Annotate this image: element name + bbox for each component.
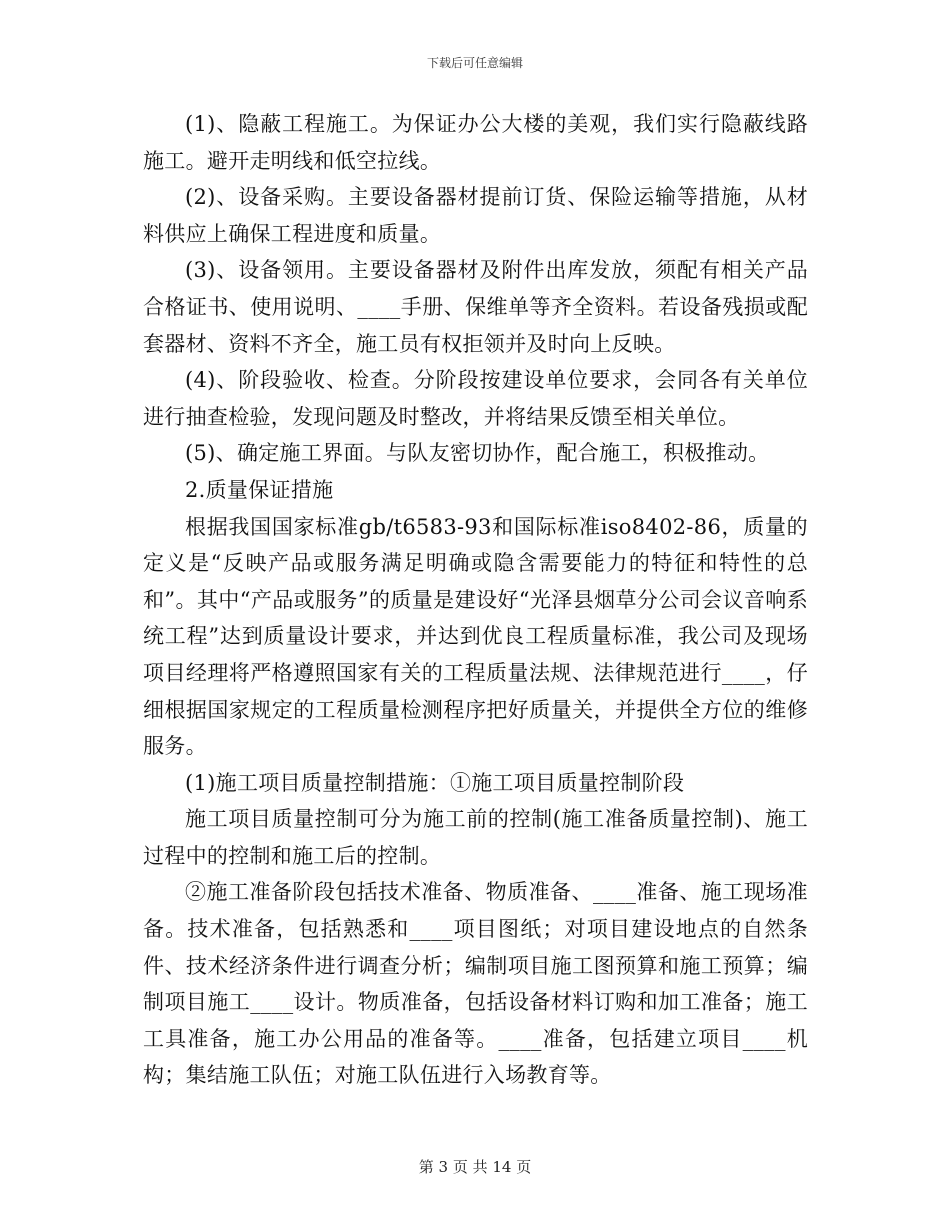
paragraph-stage-inspection: (4)、阶段验收、检查。分阶段按建设单位要求，会同各有关单位进行抽查检验，发现问题及时整改，并将结果反馈至相关单位。 bbox=[143, 368, 808, 429]
paragraph-construction-interface: (5)、确定施工界面。与队友密切协作，配合施工，积极推动。 bbox=[185, 441, 770, 466]
paragraph-preparation-stage: ②施工准备阶段包括技术准备、物质准备、____准备、施工现场准备。技术准备，包括熟悉和____项目图纸；对项目建设地点的自然条件、技术经济条件进行调查分析；编制项目施工图预算和施工预算；编制项目施工____设计。物质准备，包括设备材料订购和加工准备；施工工具准备，施工办公用品的准备等。____准备，包括建立项目____机构；集结施工队伍；对施工队伍进行入场教育等。 bbox=[143, 880, 808, 1088]
paragraph-equipment-issue: (3)、设备领用。主要设备器材及附件出库发放，须配有相关产品合格证书、使用说明、____手册、保维单等齐全资料。若设备残损或配套器材、资料不齐全，施工员有权拒领并及时向上反映。 bbox=[143, 258, 808, 356]
paragraph-quality-definition: 根据我国国家标准gb/t6583-93和国际标准iso8402-86，质量的定义是“反映产品或服务满足明确或隐含需要能力的特征和特性的总和”。其中“产品或服务”的质量是建设好“光泽县烟草分公司会议音响系统工程”达到质量设计要求，并达到优良工程质量标准，我公司及现场项目经理将严格遵照国家有关的工程质量法规、法律规范进行____，仔细根据国家规定的工程质量检测程序把好质量关，并提供全方位的维修服务。 bbox=[143, 514, 808, 759]
paragraph-quality-control-measures: (1)施工项目质量控制措施：①施工项目质量控制阶段 bbox=[185, 770, 685, 795]
paragraph-equipment-purchase: (2)、设备采购。主要设备器材提前订货、保险运输等措施，从材料供应上确保工程进度和质量。 bbox=[143, 185, 808, 246]
document-body bbox=[143, 106, 808, 1094]
paragraph-hidden-works: (1)、隐蔽工程施工。为保证办公大楼的美观，我们实行隐蔽线路施工。避开走明线和低空拉线。 bbox=[143, 112, 808, 173]
section-heading-quality-assurance: 2.质量保证措施 bbox=[185, 477, 334, 502]
page-header: 下载后可任意编辑 bbox=[426, 56, 523, 70]
paragraph-control-stages: 施工项目质量控制可分为施工前的控制(施工准备质量控制)、施工过程中的控制和施工后的控制。 bbox=[143, 807, 808, 868]
page-number: 第 3 页 共 14 页 bbox=[418, 1158, 532, 1176]
